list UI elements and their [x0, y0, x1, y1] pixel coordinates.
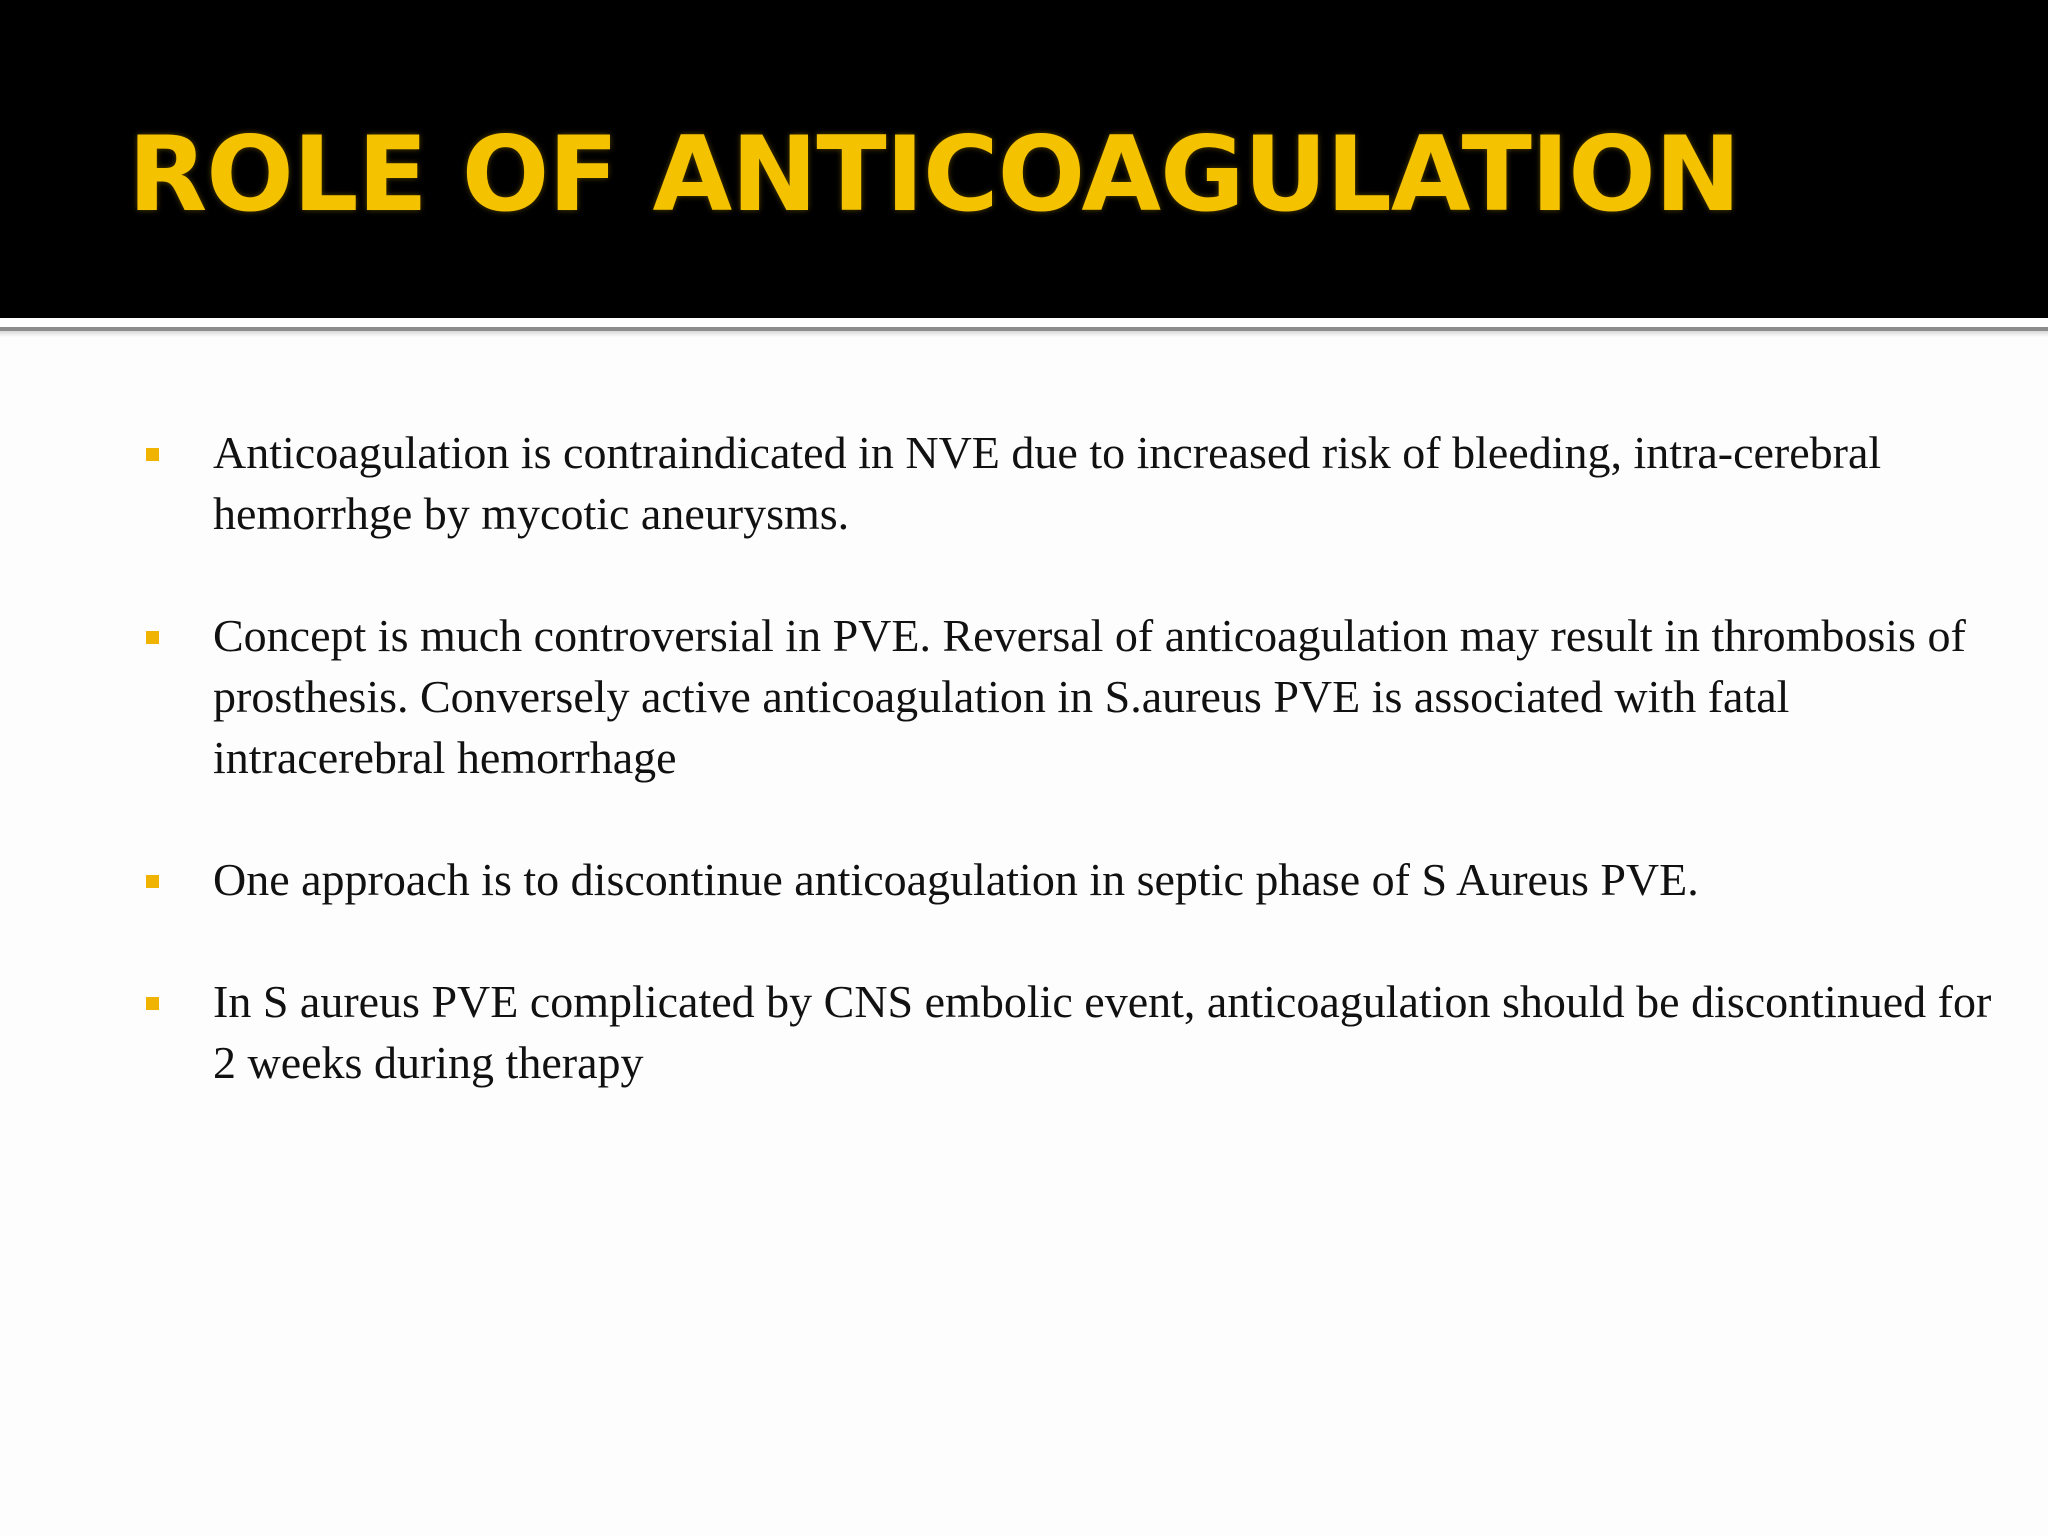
bullet-text: In S aureus PVE complicated by CNS embolic event, anticoagulation should be discontinued for 2 weeks during therapy — [213, 976, 1992, 1088]
square-bullet-icon — [146, 631, 159, 644]
bullet-text: Anticoagulation is contraindicated in NVE due to increased risk of bleeding, intra-cerebral hemorrhge by mycotic aneurysms. — [213, 427, 1882, 539]
bullet-text: One approach is to discontinue anticoagulation in septic phase of S Aureus PVE. — [213, 854, 1699, 905]
square-bullet-icon — [146, 448, 159, 461]
bullet-item — [0, 605, 2048, 788]
square-bullet-icon — [146, 997, 159, 1010]
title-divider-shadow — [0, 331, 2048, 337]
title-bar — [0, 0, 2048, 318]
bullet-item — [0, 971, 2048, 1093]
title-divider-highlight — [0, 318, 2048, 327]
bullet-list — [0, 422, 2048, 1154]
slide-title: ROLE OF ANTICOAGULATION — [128, 115, 1740, 235]
bullet-text: Concept is much controversial in PVE. Reversal of anticoagulation may result in thrombosis of prosthesis. Conversely active anticoagulation in S.aureus PVE is associated with fatal intracerebral hemorrhage — [213, 610, 1966, 783]
bullet-item — [0, 422, 2048, 544]
square-bullet-icon — [146, 875, 159, 888]
bullet-item — [0, 849, 2048, 910]
